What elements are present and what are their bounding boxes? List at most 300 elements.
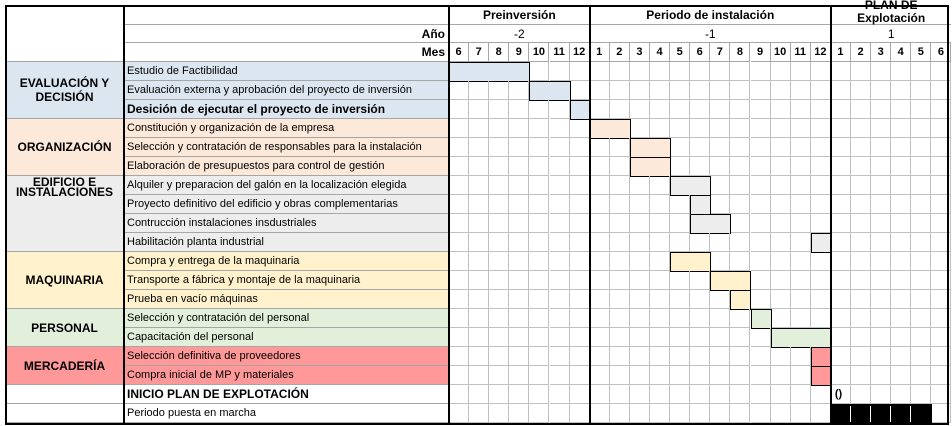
grid-cell <box>509 309 529 328</box>
grid-cell <box>469 119 489 138</box>
grid-cell <box>670 100 690 119</box>
grid-cell <box>670 195 690 214</box>
grid-cell <box>751 214 771 233</box>
grid-cell <box>529 385 549 404</box>
grid-cell <box>449 138 469 157</box>
grid-cell <box>550 233 570 252</box>
grid-cell <box>771 81 791 100</box>
month-header-6: 12 <box>570 43 590 62</box>
grid-cell <box>570 119 590 138</box>
grid-cell <box>509 385 529 404</box>
grid-cell <box>911 309 931 328</box>
grid-cell <box>771 252 791 271</box>
grid-cell <box>630 271 650 290</box>
grid-cell <box>710 62 730 81</box>
header-blank-task-top <box>124 6 449 25</box>
task-label-4: Selección y contratación de responsables para la instalación <box>124 138 449 157</box>
grid-cell <box>771 271 791 290</box>
grid-cell <box>489 385 509 404</box>
grid-cell <box>670 214 690 233</box>
phase-title-0: Preinversión <box>449 6 590 25</box>
grid-cell <box>730 328 750 347</box>
grid-cell <box>670 366 690 385</box>
border-vertical-4 <box>830 6 832 424</box>
grid-cell <box>570 404 590 423</box>
grid-cell <box>469 214 489 233</box>
grid-cell <box>751 366 771 385</box>
gantt-bar-12 <box>730 290 751 310</box>
grid-cell <box>811 100 831 119</box>
grid-cell <box>489 214 509 233</box>
grid-cell <box>891 195 911 214</box>
grid-cell <box>509 290 529 309</box>
task-label-9: Habilitación planta industrial <box>124 233 449 252</box>
grid-cell <box>911 347 931 366</box>
grid-cell <box>449 157 469 176</box>
grid-cell <box>911 119 931 138</box>
grid-cell <box>791 176 811 195</box>
grid-cell <box>791 252 811 271</box>
task-label-17: INICIO PLAN DE EXPLOTACIÓN <box>124 385 449 404</box>
grid-cell <box>891 176 911 195</box>
grid-cell <box>489 347 509 366</box>
grid-cell <box>871 195 891 214</box>
grid-cell <box>690 81 710 100</box>
grid-cell <box>911 271 931 290</box>
grid-cell <box>871 81 891 100</box>
grid-cell <box>630 385 650 404</box>
grid-cell <box>791 81 811 100</box>
grid-cell <box>690 366 710 385</box>
grid-cell <box>851 100 871 119</box>
gantt-bar-2 <box>570 100 591 120</box>
grid-cell <box>650 366 670 385</box>
grid-cell <box>791 157 811 176</box>
grid-cell <box>851 176 871 195</box>
gantt-bar-3 <box>590 119 631 139</box>
grid-cell <box>610 62 630 81</box>
grid-cell <box>730 195 750 214</box>
grid-cell <box>751 138 771 157</box>
grid-cell <box>751 100 771 119</box>
grid-cell <box>570 290 590 309</box>
grid-cell <box>811 309 831 328</box>
grid-cell <box>791 271 811 290</box>
grid-cell <box>730 157 750 176</box>
task-label-1: Evaluación externa y aprobación del proyecto de inversión <box>124 81 449 100</box>
grid-cell <box>730 138 750 157</box>
grid-cell <box>710 404 730 423</box>
category-2 <box>6 176 124 252</box>
grid-cell <box>911 252 931 271</box>
grid-cell <box>811 271 831 290</box>
grid-cell <box>570 328 590 347</box>
task-label-2: Desición de ejecutar el proyecto de inversión <box>124 100 449 119</box>
phase-year-0: -2 <box>449 25 590 43</box>
grid-cell <box>851 347 871 366</box>
grid-cell <box>751 195 771 214</box>
grid-cell <box>771 366 791 385</box>
grid-cell <box>730 81 750 100</box>
grid-cell <box>690 347 710 366</box>
grid-cell <box>851 366 871 385</box>
grid-cell <box>630 81 650 100</box>
grid-cell <box>469 271 489 290</box>
grid-cell <box>590 309 610 328</box>
grid-cell <box>610 404 630 423</box>
grid-cell <box>871 309 891 328</box>
month-header-0: 6 <box>449 43 469 62</box>
task-label-8: Contrucción instalaciones insdustriales <box>124 214 449 233</box>
grid-cell <box>550 366 570 385</box>
month-header-24: 6 <box>931 43 951 62</box>
month-header-2: 8 <box>489 43 509 62</box>
month-header-16: 10 <box>771 43 791 62</box>
grid-cell <box>590 62 610 81</box>
grid-cell <box>509 214 529 233</box>
month-header-19: 1 <box>831 43 851 62</box>
grid-cell <box>650 252 670 271</box>
grid-cell <box>630 62 650 81</box>
grid-cell <box>831 271 851 290</box>
grid-cell <box>570 176 590 195</box>
grid-cell <box>710 233 730 252</box>
gantt-bar-10 <box>670 252 711 272</box>
grid-cell <box>590 81 610 100</box>
grid-cell <box>811 81 831 100</box>
grid-cell <box>791 347 811 366</box>
grid-cell <box>851 138 871 157</box>
grid-cell <box>710 252 730 271</box>
grid-cell <box>871 214 891 233</box>
grid-cell <box>489 252 509 271</box>
grid-cell <box>650 347 670 366</box>
gantt-bar-7 <box>690 195 711 215</box>
grid-cell <box>730 252 750 271</box>
grid-cell <box>529 138 549 157</box>
grid-cell <box>650 176 670 195</box>
grid-cell <box>650 271 670 290</box>
grid-cell <box>570 252 590 271</box>
grid-cell <box>811 214 831 233</box>
grid-cell <box>751 119 771 138</box>
grid-cell <box>831 195 851 214</box>
grid-cell <box>570 138 590 157</box>
grid-cell <box>529 366 549 385</box>
category-1 <box>6 119 124 176</box>
grid-cell <box>690 119 710 138</box>
border-vertical-5 <box>947 6 949 424</box>
grid-cell <box>851 385 871 404</box>
grid-cell <box>469 328 489 347</box>
grid-cell <box>469 309 489 328</box>
grid-cell <box>690 328 710 347</box>
task-label-7: Proyecto definitivo del edificio y obras complementarias <box>124 195 449 214</box>
bar-divider <box>890 406 891 422</box>
gantt-bar-5 <box>630 157 671 177</box>
grid-cell <box>751 404 771 423</box>
grid-cell <box>550 214 570 233</box>
grid-cell <box>590 214 610 233</box>
grid-cell <box>670 309 690 328</box>
grid-cell <box>710 309 730 328</box>
gantt-bar-8 <box>690 214 731 234</box>
grid-cell <box>891 309 911 328</box>
category-label: MERCADERÍA <box>23 358 106 373</box>
grid-cell <box>610 328 630 347</box>
grid-cell <box>509 157 529 176</box>
grid-cell <box>630 195 650 214</box>
grid-cell <box>630 176 650 195</box>
bar-divider <box>910 406 911 422</box>
grid-cell <box>489 233 509 252</box>
month-header-21: 3 <box>871 43 891 62</box>
grid-cell <box>751 233 771 252</box>
gantt-bar-13 <box>751 309 772 329</box>
grid-cell <box>489 138 509 157</box>
category-label: EDIFICIO E INSTALACIONES <box>15 175 114 199</box>
task-label-12: Prueba en vacío máquinas <box>124 290 449 309</box>
grid-cell <box>851 271 871 290</box>
category-4 <box>6 309 124 347</box>
grid-cell <box>630 252 650 271</box>
gantt-bar-6 <box>670 176 711 196</box>
grid-cell <box>570 157 590 176</box>
grid-cell <box>871 252 891 271</box>
grid-cell <box>550 252 570 271</box>
grid-cell <box>449 214 469 233</box>
grid-cell <box>891 81 911 100</box>
grid-cell <box>590 252 610 271</box>
month-header-8: 2 <box>610 43 630 62</box>
grid-cell <box>550 309 570 328</box>
grid-cell <box>610 157 630 176</box>
grid-cell <box>570 195 590 214</box>
grid-cell <box>650 328 670 347</box>
grid-cell <box>771 290 791 309</box>
grid-cell <box>449 309 469 328</box>
grid-cell <box>851 214 871 233</box>
grid-cell <box>509 195 529 214</box>
grid-cell <box>791 100 811 119</box>
month-header-1: 7 <box>469 43 489 62</box>
grid-cell <box>509 252 529 271</box>
grid-cell <box>871 271 891 290</box>
phase-title-1: Periodo de instalación <box>590 6 831 25</box>
grid-cell <box>911 138 931 157</box>
grid-cell <box>590 176 610 195</box>
grid-cell <box>570 271 590 290</box>
grid-cell <box>610 233 630 252</box>
grid-cell <box>871 347 891 366</box>
grid-cell <box>751 176 771 195</box>
grid-cell <box>751 81 771 100</box>
grid-cell <box>670 404 690 423</box>
grid-cell <box>529 195 549 214</box>
grid-cell <box>529 214 549 233</box>
grid-cell <box>650 81 670 100</box>
grid-cell <box>710 138 730 157</box>
grid-cell <box>449 176 469 195</box>
year-label: Año <box>124 25 449 43</box>
grid-cell <box>489 404 509 423</box>
grid-cell <box>449 404 469 423</box>
grid-cell <box>590 271 610 290</box>
grid-cell <box>550 157 570 176</box>
grid-cell <box>791 214 811 233</box>
grid-cell <box>509 271 529 290</box>
grid-cell <box>791 195 811 214</box>
grid-cell <box>630 214 650 233</box>
grid-cell <box>831 81 851 100</box>
grid-cell <box>670 81 690 100</box>
grid-cell <box>469 176 489 195</box>
grid-cell <box>811 138 831 157</box>
header-blank-cat <box>6 6 124 62</box>
grid-cell <box>911 290 931 309</box>
border-bottom <box>5 423 949 425</box>
month-header-20: 2 <box>851 43 871 62</box>
grid-cell <box>811 176 831 195</box>
category-label: EVALUACIÓN Y DECISIÓN <box>19 76 110 104</box>
grid-cell <box>650 100 670 119</box>
grid-cell <box>771 385 791 404</box>
category-5 <box>6 347 124 385</box>
grid-cell <box>911 81 931 100</box>
grid-cell <box>690 157 710 176</box>
task-label-11: Transporte a fábrica y montaje de la maquinaria <box>124 271 449 290</box>
grid-cell <box>650 119 670 138</box>
grid-cell <box>771 233 791 252</box>
grid-cell <box>911 100 931 119</box>
grid-cell <box>610 100 630 119</box>
category-blank-1 <box>6 404 124 423</box>
grid-cell <box>710 119 730 138</box>
grid-cell <box>891 119 911 138</box>
grid-cell <box>590 404 610 423</box>
grid-cell <box>690 100 710 119</box>
month-label: Mes <box>124 43 449 62</box>
grid-cell <box>590 385 610 404</box>
grid-cell <box>630 233 650 252</box>
task-label-14: Capacitación del personal <box>124 328 449 347</box>
grid-cell <box>871 328 891 347</box>
task-label-13: Selección y contratación del personal <box>124 309 449 328</box>
grid-cell <box>610 366 630 385</box>
grid-cell <box>851 233 871 252</box>
grid-cell <box>449 347 469 366</box>
grid-cell <box>610 81 630 100</box>
grid-cell <box>811 404 831 423</box>
phase-year-1: -1 <box>590 25 831 43</box>
grid-cell <box>610 385 630 404</box>
gantt-bar-11 <box>710 271 751 291</box>
grid-cell <box>509 138 529 157</box>
grid-cell <box>730 366 750 385</box>
grid-cell <box>650 404 670 423</box>
grid-cell <box>610 195 630 214</box>
grid-cell <box>891 233 911 252</box>
grid-cell <box>911 328 931 347</box>
grid-cell <box>891 138 911 157</box>
grid-cell <box>791 385 811 404</box>
task-label-16: Compra inicial de MP y materiales <box>124 366 449 385</box>
milestone-marker: () <box>834 388 843 400</box>
grid-cell <box>871 366 891 385</box>
grid-cell <box>630 290 650 309</box>
grid-cell <box>650 385 670 404</box>
grid-cell <box>751 290 771 309</box>
grid-cell <box>690 62 710 81</box>
grid-cell <box>670 119 690 138</box>
grid-cell <box>529 347 549 366</box>
grid-cell <box>811 252 831 271</box>
border-vertical-1 <box>123 6 125 424</box>
grid-cell <box>911 195 931 214</box>
grid-cell <box>811 62 831 81</box>
grid-cell <box>891 62 911 81</box>
month-header-3: 9 <box>509 43 529 62</box>
grid-cell <box>911 176 931 195</box>
grid-cell <box>891 385 911 404</box>
month-header-5: 11 <box>550 43 570 62</box>
grid-cell <box>529 233 549 252</box>
grid-cell <box>550 195 570 214</box>
grid-cell <box>670 62 690 81</box>
month-header-17: 11 <box>791 43 811 62</box>
grid-cell <box>590 233 610 252</box>
grid-cell <box>590 157 610 176</box>
grid-cell <box>550 404 570 423</box>
grid-cell <box>871 138 891 157</box>
grid-cell <box>550 100 570 119</box>
grid-cell <box>670 290 690 309</box>
bar-divider <box>870 406 871 422</box>
grid-cell <box>871 119 891 138</box>
grid-cell <box>730 404 750 423</box>
task-label-10: Compra y entrega de la maquinaria <box>124 252 449 271</box>
grid-cell <box>650 214 670 233</box>
grid-cell <box>550 385 570 404</box>
grid-cell <box>771 347 791 366</box>
grid-cell <box>730 347 750 366</box>
grid-cell <box>710 385 730 404</box>
grid-cell <box>630 404 650 423</box>
grid-cell <box>529 100 549 119</box>
gantt-bar-9 <box>811 233 832 253</box>
month-header-11: 5 <box>670 43 690 62</box>
grid-cell <box>650 309 670 328</box>
grid-cell <box>690 290 710 309</box>
task-label-6: Alquiler y preparacion del galón en la localización elegida <box>124 176 449 195</box>
month-header-22: 4 <box>891 43 911 62</box>
grid-cell <box>771 62 791 81</box>
grid-cell <box>911 385 931 404</box>
grid-cell <box>751 157 771 176</box>
grid-cell <box>690 385 710 404</box>
grid-cell <box>650 233 670 252</box>
grid-cell <box>710 347 730 366</box>
task-label-3: Constitución y organización de la empresa <box>124 119 449 138</box>
grid-cell <box>610 347 630 366</box>
grid-cell <box>771 404 791 423</box>
grid-cell <box>489 157 509 176</box>
grid-cell <box>449 366 469 385</box>
grid-cell <box>871 62 891 81</box>
month-header-15: 9 <box>751 43 771 62</box>
grid-cell <box>751 385 771 404</box>
grid-cell <box>550 119 570 138</box>
